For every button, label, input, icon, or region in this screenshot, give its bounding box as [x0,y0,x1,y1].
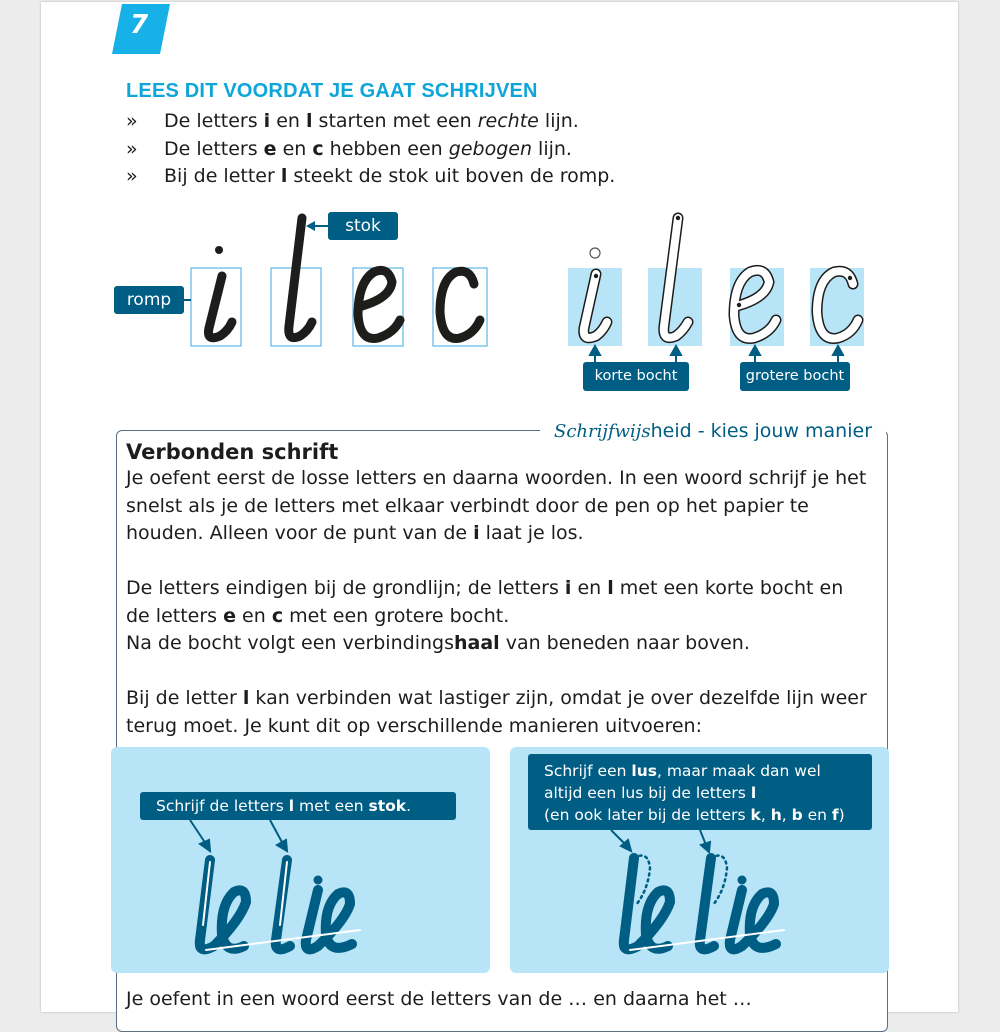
page-number: 7 [129,10,149,40]
label-romp: romp [114,286,184,314]
bullet-row: » Bij de letter l steekt de stok uit boven de romp. [126,165,616,187]
bullet-row: » De letters e en c hebben een gebogen lijn. [126,137,572,160]
intro-heading: LEES DIT VOORDAT JE GAAT SCHRIJVEN [126,80,538,102]
label-stok: stok [328,212,398,240]
box-label: Schrijfwijsheid - kies jouw manier [540,420,886,442]
box-title: Verbonden schrift [126,440,339,464]
bottom-text-cutoff: Je oefent in een woord eerst de letters van de … en daarna het … [126,988,752,1010]
label-korte-bocht: korte bocht [583,362,689,391]
bullet-row: » De letters i en l starten met een rechte lijn. [126,110,579,132]
paragraph-2: De letters eindigen bij de grondlijn; de letters i en l met een korte bocht en de letters e en c met een grotere bocht. Na de bocht volgt een verbindingshaal van beneden naar boven. [126,577,844,654]
label-grotere-bocht: grotere bocht [740,362,850,391]
paragraph-1: Je oefent eerst de losse letters en daarna woorden. In een woord schrijf je het snelst als je de letters met elkaar verbindt door de pen op het papier te houden. Alleen voor de punt van de i laat je los. [126,467,867,544]
callout-lus: Schrijf een lus, maar maak dan wel altijd een lus bij de letters l (en ook later bij de letters k, h, b en f) [528,754,872,830]
paragraph-4: Bij de letter l kan verbinden wat lastiger zijn, omdat je over dezelfde lijn weer terug moet. Je kunt dit op verschillende manieren uitvoeren: [126,687,867,737]
callout-stok: Schrijf de letters l met een stok. [140,792,456,820]
